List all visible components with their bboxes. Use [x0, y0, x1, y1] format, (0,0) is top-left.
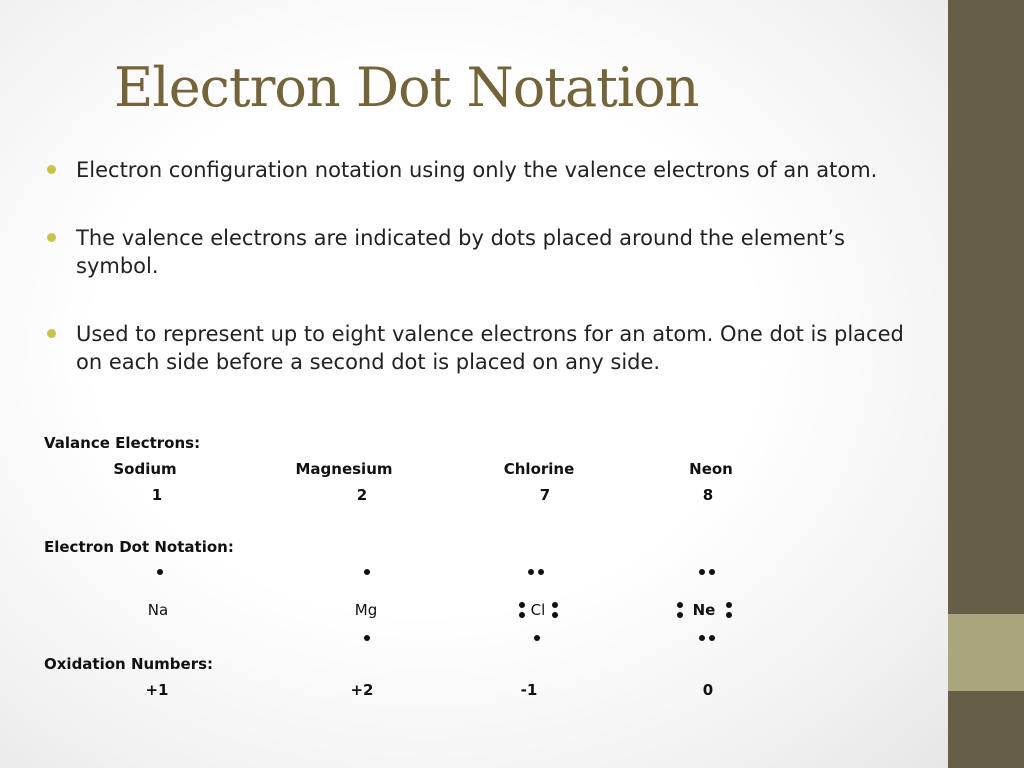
- bullet-icon: [47, 329, 56, 338]
- element-symbol-na: Na: [147, 601, 169, 619]
- electron-dot-notation-label: Electron Dot Notation:: [44, 538, 234, 556]
- bullet-text: The valence electrons are indicated by dots placed around the element’s symbol.: [76, 226, 845, 278]
- electron-dot: [552, 612, 558, 618]
- electron-dot: [709, 635, 715, 641]
- electron-dot: [699, 635, 705, 641]
- bullet-item: [44, 320, 924, 376]
- valence-count-neon: 8: [702, 486, 714, 504]
- electron-dot: [528, 569, 534, 575]
- electron-dot: [709, 569, 715, 575]
- electron-dot: [157, 569, 163, 575]
- electron-dot: [364, 635, 370, 641]
- element-name-magnesium: Magnesium: [295, 460, 393, 478]
- bullet-item: [44, 224, 924, 280]
- electron-dot: [538, 569, 544, 575]
- electron-dot: [726, 612, 732, 618]
- element-name-sodium: Sodium: [113, 460, 177, 478]
- valence-count-magnesium: 2: [356, 486, 368, 504]
- valence-count-sodium: 1: [151, 486, 163, 504]
- oxidation-number-sodium: +1: [145, 681, 169, 699]
- electron-dot: [552, 602, 558, 608]
- element-symbol-mg: Mg: [354, 601, 378, 619]
- electron-dot: [726, 602, 732, 608]
- oxidation-number-neon: 0: [702, 681, 714, 699]
- bullet-icon: [47, 233, 56, 242]
- bullet-item: [44, 156, 924, 184]
- element-name-neon: Neon: [689, 460, 733, 478]
- element-symbol-cl: Cl: [530, 601, 546, 619]
- electron-dot: [534, 635, 540, 641]
- decorative-sidebar-accent: [948, 614, 1024, 691]
- electron-dot: [364, 569, 370, 575]
- element-symbol-ne: Ne: [692, 601, 716, 619]
- electron-dot: [519, 602, 525, 608]
- oxidation-numbers-label: Oxidation Numbers:: [44, 655, 214, 673]
- slide-title: Electron Dot Notation: [114, 56, 699, 119]
- valence-count-chlorine: 7: [539, 486, 551, 504]
- bullet-list: [44, 156, 924, 376]
- electron-dot: [677, 612, 683, 618]
- bullet-icon: [47, 165, 56, 174]
- electron-dot: [677, 602, 683, 608]
- valence-electrons-label: Valance Electrons:: [44, 434, 201, 452]
- oxidation-number-magnesium: +2: [350, 681, 374, 699]
- bullet-text: Electron configuration notation using only the valence electrons of an atom.: [76, 158, 878, 182]
- electron-dot: [519, 612, 525, 618]
- element-name-chlorine: Chlorine: [503, 460, 575, 478]
- bullet-text: Used to represent up to eight valence electrons for an atom. One dot is placed on each side before a second dot is placed on any side.: [76, 322, 904, 374]
- electron-dot: [699, 569, 705, 575]
- oxidation-number-chlorine: -1: [520, 681, 538, 699]
